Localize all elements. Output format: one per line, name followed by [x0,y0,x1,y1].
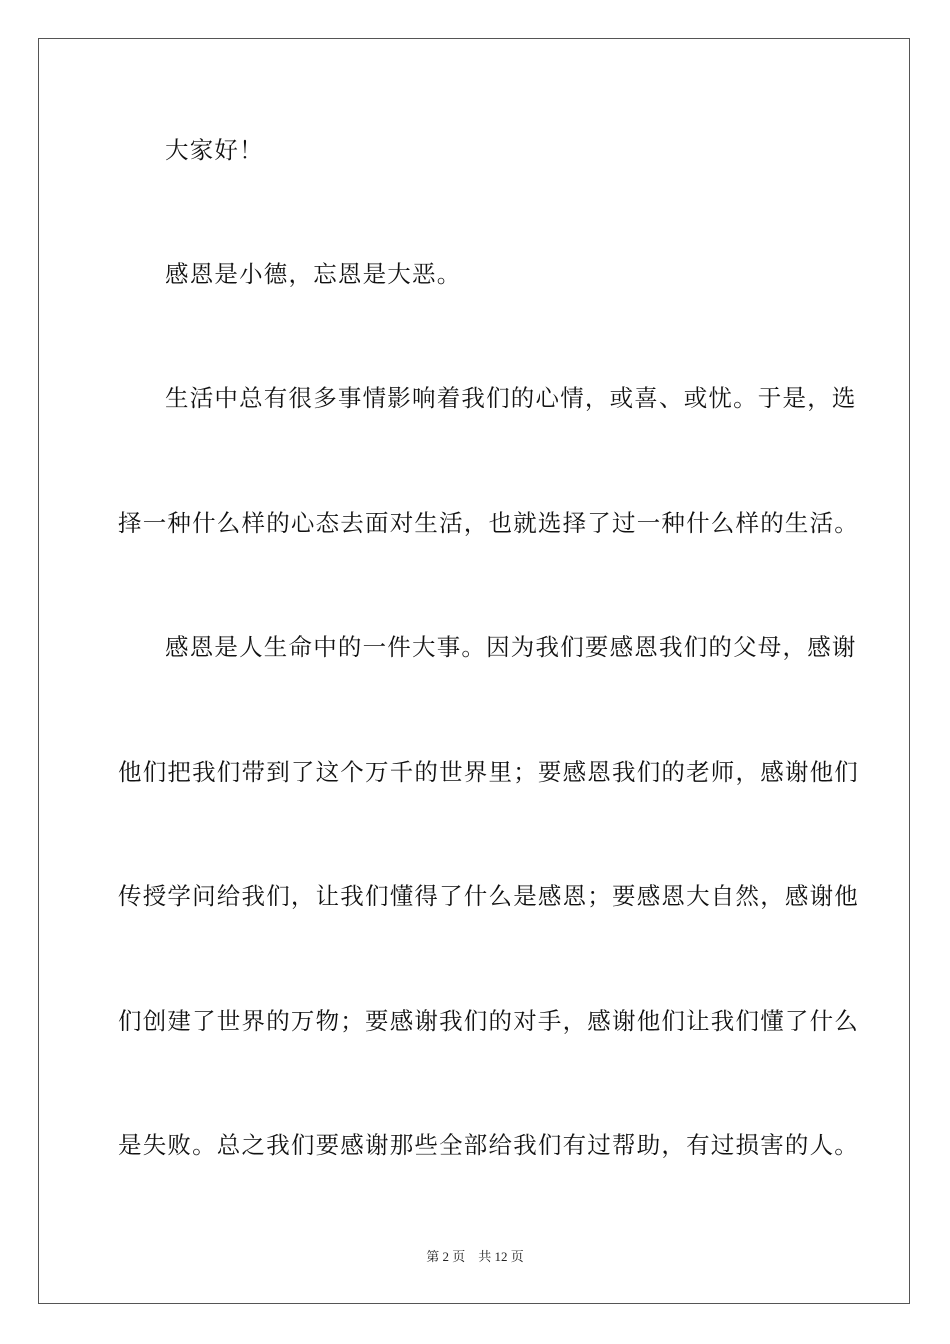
paragraph-line: 们创建了世界的万物；要感谢我们的对手，感谢他们让我们懂了什么 [118,1007,859,1035]
page-number-footer: 第 2 页 共 12 页 [426,1249,524,1264]
paragraph-line: 生活中总有很多事情影响着我们的心情，或喜、或忧。于是，选 [165,384,857,412]
paragraph-line: 感恩是人生命中的一件大事。因为我们要感恩我们的父母，感谢 [165,633,857,661]
greeting-line: 大家好！ [165,136,264,164]
paragraph-line: 传授学问给我们，让我们懂得了什么是感恩；要感恩大自然，感谢他 [118,882,859,910]
paragraph-line: 他们把我们带到了这个万千的世界里；要感恩我们的老师，感谢他们 [118,758,859,786]
paragraph-line: 是失败。总之我们要感谢那些全部给我们有过帮助，有过损害的人。 [118,1131,859,1159]
paragraph-line: 感恩是小德，忘恩是大恶。 [165,260,462,288]
page-border [38,38,910,1304]
paragraph-line: 择一种什么样的心态去面对生活，也就选择了过一种什么样的生活。 [118,509,859,537]
